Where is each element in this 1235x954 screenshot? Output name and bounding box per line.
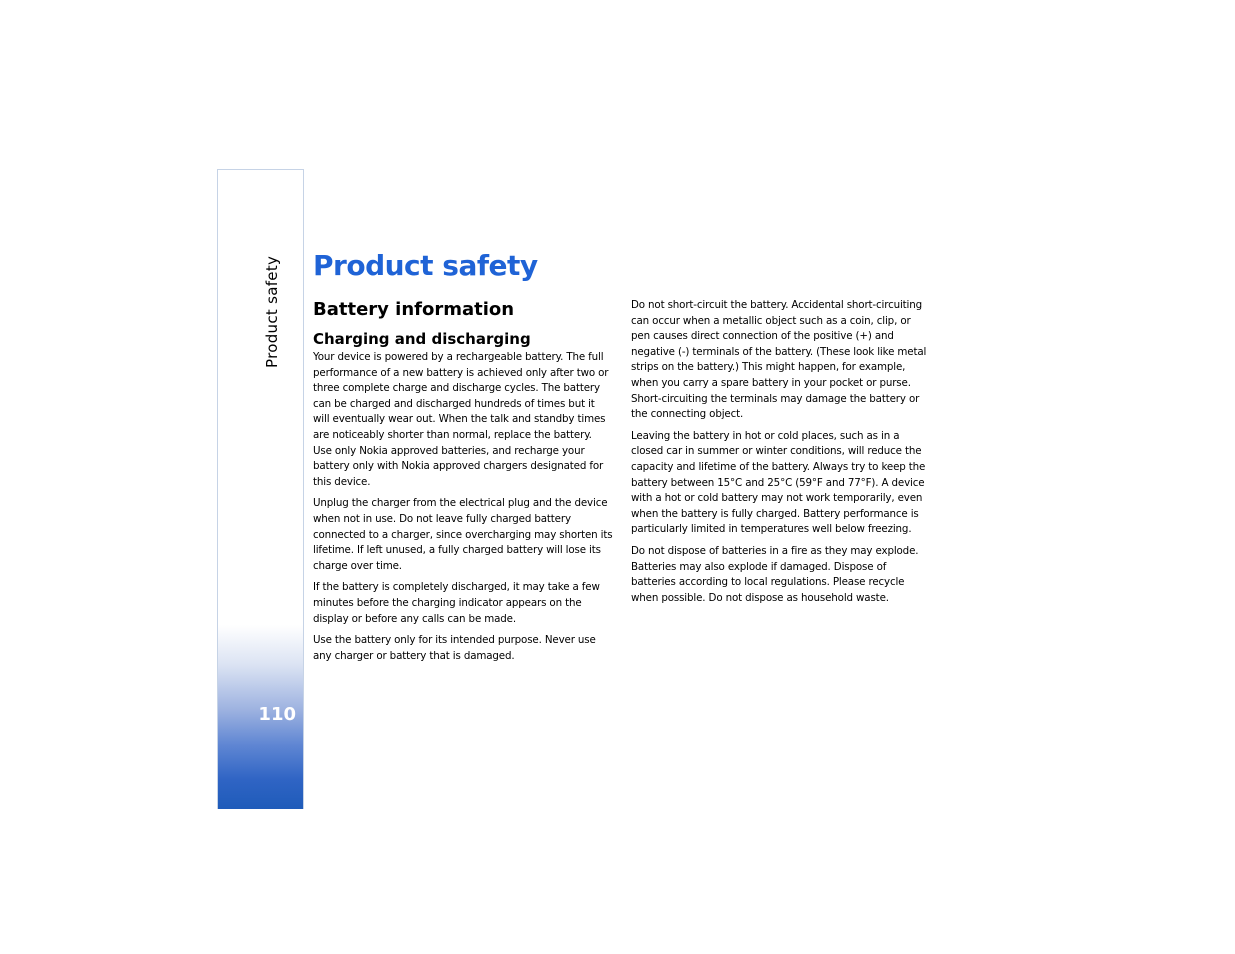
paragraph: Use the battery only for its intended purpose. Never use any charger or battery that is damaged. <box>313 634 596 662</box>
section-heading: Battery information <box>313 299 515 320</box>
paragraph: Your device is powered by a rechargeable battery. The full performance of a new battery is achieved only after two or three complete charge and discharge cycles. The battery can be charged and discharged hundreds of times but it will eventually wear out. When the talk and standby times are noticeably shorter than normal, replace the battery. Use only Nokia approved batteries, and recharge your battery only with Nokia approved chargers designated for this device. <box>313 351 609 488</box>
paragraph: Do not dispose of batteries in a fire as they may explode. Batteries may also explode if damaged. Dispose of batteries according to local regulations. Please recycle when possible. Do not dispose as household waste. <box>631 544 919 604</box>
side-section-title: Product safety <box>263 255 281 368</box>
paragraph: Unplug the charger from the electrical plug and the device when not in use. Do not leave fully charged battery connected to a charger, since overcharging may shorten its lifetime. If left unused, a fully charged battery will lose its charge over time. <box>313 497 613 572</box>
page-title: Product safety <box>313 249 538 282</box>
subsection-heading: Charging and discharging <box>313 330 531 348</box>
paragraph: Leaving the battery in hot or cold places, such as in a closed car in summer or winter conditions, will reduce the capacity and lifetime of the battery. Always try to keep the battery between 15°C and 25°C (59°F and 77°F). A device with a hot or cold battery may not work temporarily, even when the battery is fully charged. Battery performance is particularly limited in temperatures well below freezing. <box>631 429 926 536</box>
left-column <box>313 296 613 670</box>
right-column <box>631 298 931 612</box>
page-number: 110 <box>258 704 296 725</box>
paragraph: Do not short-circuit the battery. Accidental short-circuiting can occur when a metallic object such as a coin, clip, or pen causes direct connection of the positive (+) and negative (-) terminals of the battery. (These look like metal strips on the battery.) This might happen, for example, when you carry a spare battery in your pocket or purse. Short-circuiting the terminals may damage the battery or the connecting object. <box>631 299 927 421</box>
paragraph: If the battery is completely discharged, it may take a few minutes before the charging indicator appears on the display or before any calls can be made. <box>313 581 600 625</box>
